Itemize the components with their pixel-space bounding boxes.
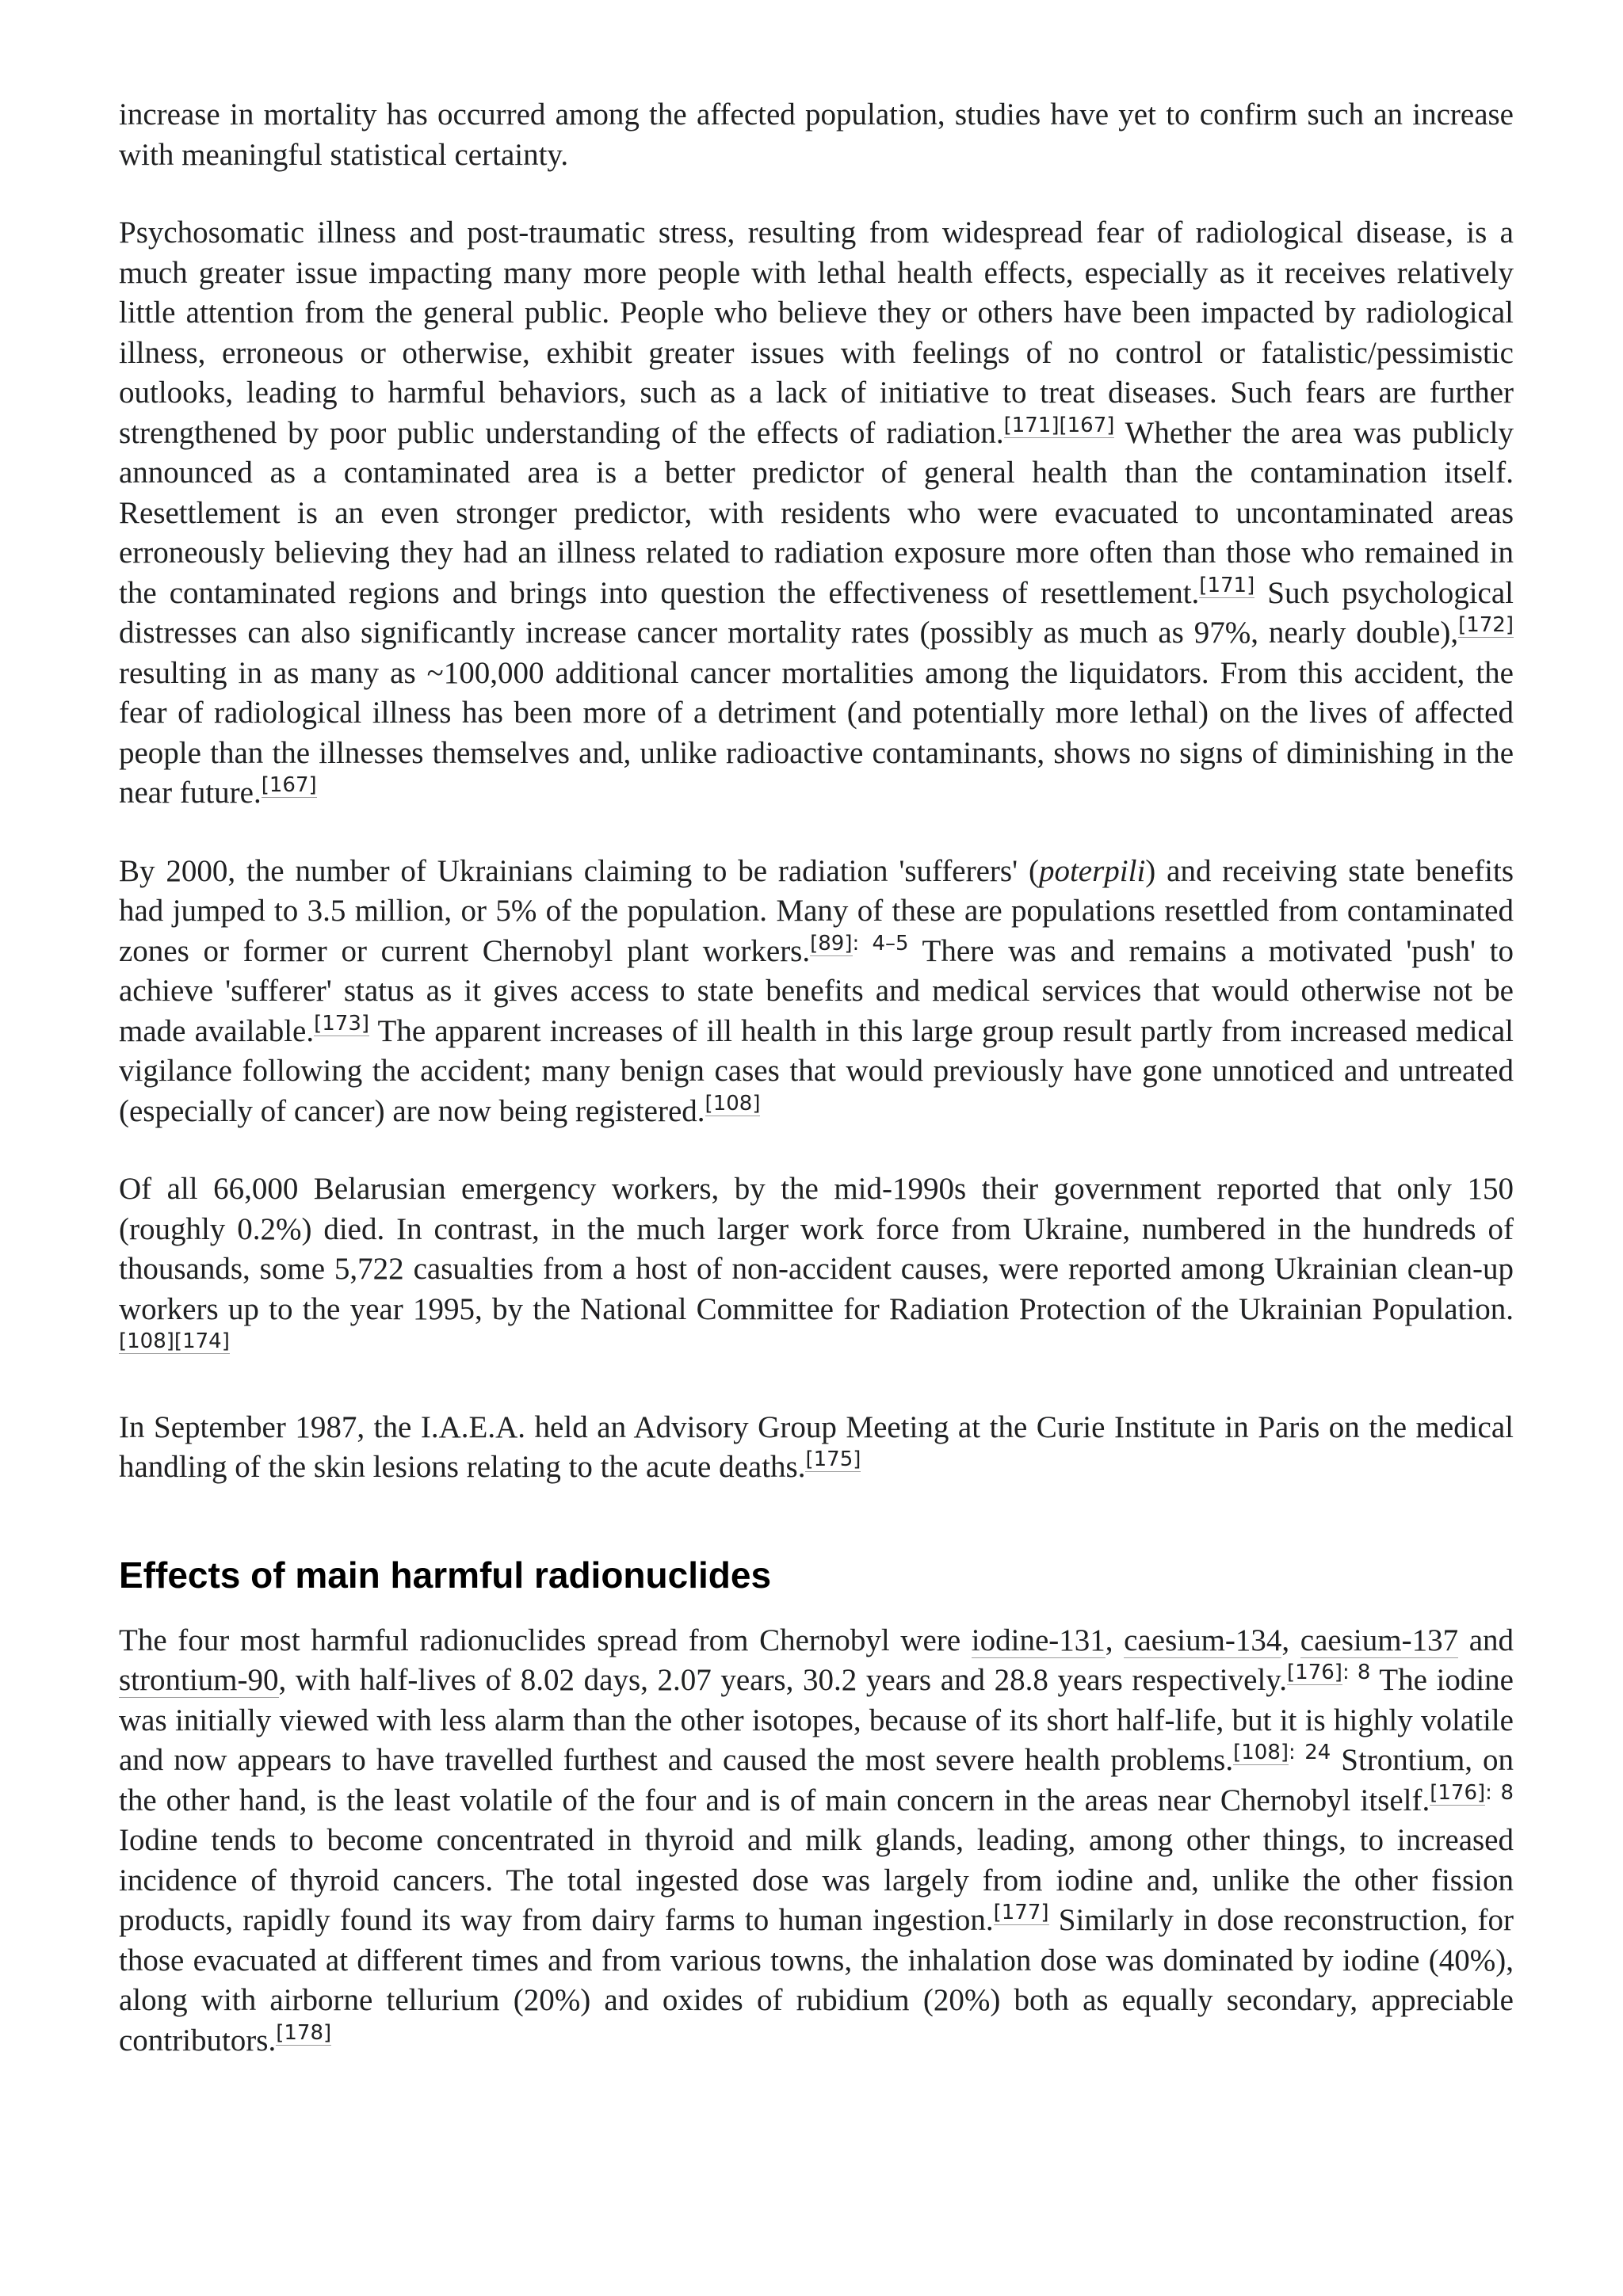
text-run: resulting in as many as ~100,000 additional cancer mortalities among the liquidators. From this accident, the fear of radiological illness has been more of a detriment (and potentially more lethal) on the lives of affected people than the illnesses themselves and, unlike radioactive contaminants, shows no signs of diminishing in the near future. [119, 655, 1514, 810]
text-run: By 2000, the number of Ukrainians claiming to be radiation 'sufferers' ( [119, 853, 1039, 888]
intro-paragraphs [119, 95, 1514, 1488]
citation-link[interactable]: [108] [1233, 1741, 1289, 1764]
wiki-link[interactable]: strontium-90 [119, 1663, 279, 1697]
citation-link[interactable]: [176] [1430, 1780, 1486, 1805]
citation [1199, 574, 1254, 598]
wiki-link[interactable]: caesium-134 [1124, 1623, 1282, 1657]
citation-link[interactable]: [176] [1287, 1661, 1342, 1684]
paragraph [119, 1169, 1514, 1370]
text-run: Strontium, on the other hand, is the least volatile of the four and is of main concern in the areas near Chernobyl itself. [119, 1743, 1514, 1817]
citation [1458, 613, 1514, 638]
citation [1287, 1661, 1370, 1685]
citation-page: : 4–5 [852, 931, 909, 955]
citation-link[interactable]: [167] [1059, 413, 1115, 437]
citation [994, 1901, 1049, 1925]
citation [314, 1012, 369, 1036]
text-run: The apparent increases of ill health in this large group result partly from increased medical vigilance following the accident; many benign cases that would previously have gone unnoticed and untreated (especially of cancer) are now being registered. [119, 1013, 1514, 1128]
citation [276, 2021, 331, 2046]
citation [1430, 1781, 1514, 1806]
text-run: The iodine was initially viewed with less alarm than the other isotopes, because of its short half-life, but it is highly volatile and now appears to have travelled furthest and caused the most severe health problems. [119, 1663, 1514, 1777]
text-run: Whether the area was publicly announced as a contaminated area is a better predictor of general health than the contamination itself. Resettlement is an even stronger predictor, with residents who were evacuated to uncontaminated areas erroneously believing they had an illness related to radiation exposure more often than those who remained in the contaminated regions and brings into question the effectiveness of resettlement. [119, 415, 1514, 610]
text-run: There was and remains a motivated 'push' to achieve 'sufferer' status as it gives access to state benefits and medical services that would otherwise not be made available. [119, 933, 1514, 1048]
paragraph [119, 1408, 1514, 1488]
citation-link[interactable]: [167] [261, 773, 317, 797]
paragraph [119, 852, 1514, 1132]
citation-link[interactable]: [108] [119, 1329, 174, 1353]
citation-link[interactable]: [174] [174, 1329, 230, 1353]
paragraph [119, 95, 1514, 175]
citation-link[interactable]: [172] [1458, 613, 1514, 637]
citation-link[interactable]: [89] [810, 931, 853, 955]
text-run: , [1105, 1623, 1125, 1657]
text-run: , [1281, 1623, 1300, 1657]
text-run: In September 1987, the I.A.E.A. held an Advisory Group Meeting at the Curie Institute in Paris on the medical handling of the skin lesions relating to the acute deaths. [119, 1409, 1514, 1484]
citation-page: : 8 [1485, 1780, 1514, 1805]
wiki-link[interactable]: iodine-131 [971, 1623, 1106, 1657]
citation-link[interactable]: [171] [1003, 413, 1060, 437]
text-run: Psychosomatic illness and post-traumatic stress, resulting from widespread fear of radiological disease, is a much greater issue impacting many more people with lethal health effects, especially as it receives relatively little attention from the general public. People who believe they or others have been impacted by radiological illness, erroneous or otherwise, exhibit greater issues with feelings of no control or fatalistic/pessimistic outlooks, leading to harmful behaviors, such as a lack of initiative to treat diseases. Such fears are further strengthened by poor public understanding of the effects of radiation. [119, 215, 1514, 450]
italic-term: poterpili [1038, 853, 1146, 888]
citation [262, 773, 317, 798]
wiki-link[interactable]: caesium-137 [1300, 1623, 1459, 1657]
citation [705, 1092, 761, 1116]
citation-link[interactable]: [171] [1199, 573, 1255, 597]
citation [805, 1447, 861, 1472]
text-run: Of all 66,000 Belarusian emergency workers, by the mid-1990s their government reported that only 150 (roughly 0.2%) died. In contrast, in the much larger work force from Ukraine, numbered in the hundreds of thousands, some 5,722 casualties from a host of non-accident causes, were reported among Ukrainian clean-up workers up to the year 1995, by the National Committee for Radiation Protection of the Ukrainian Population. [119, 1172, 1514, 1326]
text-run: Similarly in dose reconstruction, for those evacuated at different times and from various towns, the inhalation dose was dominated by iodine (40%), along with airborne tellurium (20%) and oxides of rubidium (20%) both as equally secondary, appreciable contributors. [119, 1903, 1514, 2058]
text-run: and [1458, 1623, 1514, 1657]
section-paragraphs [119, 1621, 1514, 2061]
citation [119, 1329, 230, 1354]
text-run: , with half-lives of 8.02 days, 2.07 years, 30.2 years and 28.8 years respectively. [278, 1663, 1288, 1697]
citation [810, 932, 908, 956]
citation-link[interactable]: [177] [993, 1901, 1049, 1924]
citation-link[interactable]: [108] [705, 1091, 761, 1116]
article-body [119, 95, 1514, 2099]
citation-page: : 24 [1289, 1741, 1331, 1764]
text-run: increase in mortality has occurred among the affected population, studies have yet to confirm such an increase with meaningful statistical certainty. [119, 97, 1514, 172]
text-run: Iodine tends to become concentrated in thyroid and milk glands, leading, among other things, to increased incidence of thyroid cancers. The total ingested dose was largely from iodine and, unlike the other fission products, rapidly found its way from dairy farms to human ingestion. [119, 1823, 1514, 1937]
text-run: The four most harmful radionuclides spread from Chernobyl were [119, 1623, 972, 1657]
section-heading: Effects of main harmful radionuclides [119, 1554, 772, 1596]
paragraph [119, 213, 1514, 814]
text-run: Such psychological distresses can also significantly increase cancer mortality rates (possibly as much as 97%, nearly double), [119, 575, 1514, 650]
citation-link[interactable]: [175] [805, 1447, 861, 1471]
citation-link[interactable]: [173] [314, 1011, 370, 1035]
citation-page: : 8 [1342, 1661, 1371, 1684]
paragraph [119, 1621, 1514, 2061]
text-run: ) and receiving state benefits had jumped to 3.5 million, or 5% of the population. Many of these are populations resettled from contaminated zones or former or current Chernobyl plant workers. [119, 853, 1514, 968]
citation-link[interactable]: [178] [276, 2020, 332, 2045]
citation [1004, 414, 1115, 438]
citation [1233, 1741, 1331, 1765]
